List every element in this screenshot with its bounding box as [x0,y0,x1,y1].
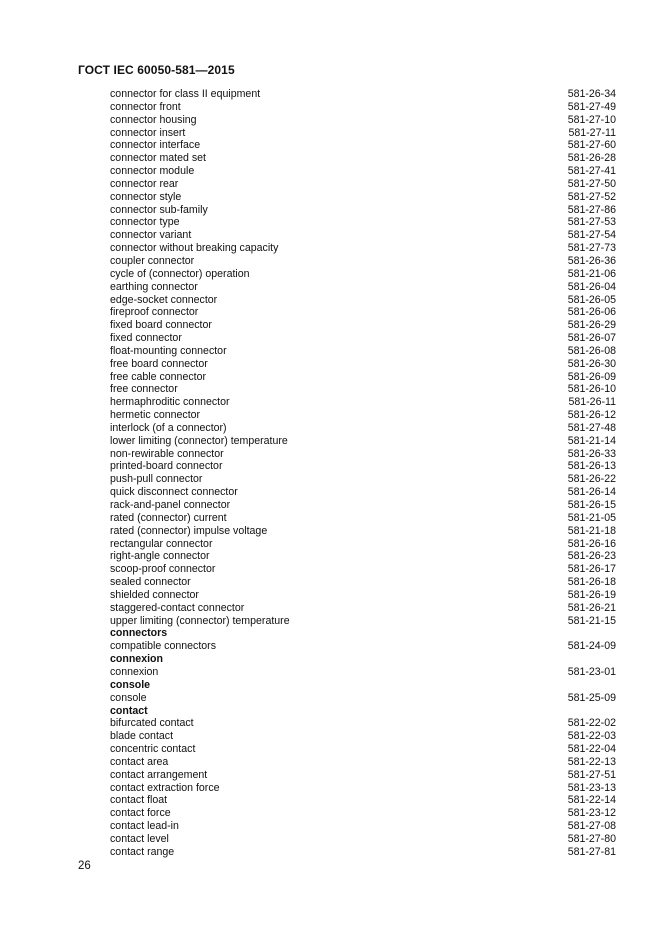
index-term-code: 581-22-02 [567,717,616,730]
index-entry [110,846,616,859]
index-entry [110,281,616,294]
index-term-code: 581-27-53 [567,216,616,229]
index-term: hermaphroditic connector [110,396,230,409]
index-entry [110,435,616,448]
index-term: cycle of (connector) operation [110,267,250,280]
index-term: rack-and-panel connector [110,499,231,511]
index-term: printed-board connector [110,460,223,473]
index-term-code: 581-26-23 [567,550,616,563]
index-term: shielded connector [110,588,199,601]
index-term: staggered-contact connector [110,601,245,614]
index-term-code: 581-27-49 [567,100,616,113]
index-term: coupler connector [110,254,195,267]
index-term: sealed connector [110,576,191,589]
index-term: upper limiting (connector) temperature [110,614,290,627]
index-term-code: 581-27-11 [568,126,616,139]
index-entry [110,178,616,191]
index-entry [110,692,616,705]
index-term: connector without breaking capacity [110,242,279,255]
index-entry [110,782,616,795]
index-term: rectangular connector [110,537,213,550]
index-term: rated (connector) impulse voltage [110,524,268,537]
index-group-heading [110,627,616,640]
index-entry [110,730,616,743]
index-term: connector for class II equipment [110,88,261,100]
index-entry [110,216,616,229]
index-term-code: 581-26-33 [567,447,616,460]
index-term-code: 581-26-21 [567,601,616,614]
index-entry [110,152,616,165]
index-term-code: 581-26-08 [567,344,616,357]
index-term-code: 581-21-15 [567,614,616,627]
index-term: console [110,691,147,704]
index-term: fixed connector [110,332,182,345]
index-group-heading [110,653,616,666]
index-entry [110,101,616,114]
index-term: float-mounting connector [110,344,227,357]
index-entry [110,615,616,628]
index-term-code: 581-26-13 [567,460,616,473]
index-term: contact arrangement [110,768,208,781]
index-term: connector interface [110,139,201,152]
index-term-code: 581-26-29 [567,319,616,332]
index-entry [110,486,616,499]
index-term: connector housing [110,113,197,126]
index-entry [110,306,616,319]
index-term: edge-socket connector [110,293,218,306]
index-entry [110,88,616,101]
index-term: contact float [110,794,168,807]
index-term-code: 581-21-06 [567,267,616,280]
index-term: free board connector [110,357,208,370]
index-entry [110,576,616,589]
index-group-heading [110,705,616,718]
index-term-code: 581-26-10 [567,383,616,396]
index-entry [110,332,616,345]
index-term: connector type [110,216,180,229]
index-term: connector rear [110,177,179,190]
index-term-code: 581-26-30 [567,357,616,370]
index-term-code: 581-27-10 [567,113,616,126]
index-term: right-angle connector [110,550,210,563]
index-entry [110,191,616,204]
index-term-code: 581-27-50 [567,177,616,190]
index-entry [110,114,616,127]
index-term: bifurcated contact [110,717,194,730]
index-entry [110,345,616,358]
index-entry [110,473,616,486]
index-term: lower limiting (connector) temperature [110,434,288,447]
index-term-code: 581-27-08 [567,820,616,833]
index-term-code: 581-21-14 [567,434,616,447]
index-entry-list [110,88,616,859]
index-term: connector module [110,165,195,178]
index-term-code: 581-21-18 [567,524,616,537]
index-term: rated (connector) current [110,511,227,524]
index-term: compatible connectors [110,640,216,653]
index-term-code: 581-27-60 [567,139,616,152]
index-term: console [110,678,151,691]
index-entry [110,589,616,602]
index-entry [110,602,616,615]
index-term: scoop-proof connector [110,563,216,576]
index-term-code: 581-26-12 [567,409,616,422]
index-term-code: 581-24-09 [567,640,616,653]
index-term: connector style [110,190,182,203]
index-entry [110,794,616,807]
index-entry [110,204,616,217]
index-entry [110,769,616,782]
index-term-code: 581-26-06 [567,306,616,319]
index-term: blade contact [110,730,174,743]
index-term-code: 581-27-51 [567,768,616,781]
index-entry [110,525,616,538]
index-term-code: 581-27-48 [567,421,616,434]
index-term-code: 581-27-52 [567,190,616,203]
index-entry [110,538,616,551]
index-term: quick disconnect connector [110,486,238,499]
index-term-code: 581-26-22 [567,473,616,486]
index-term: free connector [110,383,178,396]
index-term-code: 581-26-09 [567,370,616,383]
index-term-code: 581-21-05 [567,511,616,524]
index-entry [110,371,616,384]
index-term-code: 581-27-41 [567,165,616,178]
index-term-code: 581-22-13 [567,755,616,768]
index-term-code: 581-26-14 [567,486,616,499]
index-term-code: 581-26-17 [567,563,616,576]
index-entry [110,756,616,769]
index-entry [110,640,616,653]
index-term-code: 581-26-05 [567,293,616,306]
index-term-code: 581-26-34 [567,88,616,100]
index-entry [110,460,616,473]
index-term-code: 581-27-54 [567,229,616,242]
index-term-code: 581-26-28 [567,152,616,165]
index-term: contact level [110,832,169,845]
index-term-code: 581-26-16 [567,537,616,550]
index-term: connector variant [110,229,192,242]
index-entry [110,255,616,268]
index-term: contact lead-in [110,820,179,833]
index-term: connector mated set [110,152,206,165]
index-term: contact range [110,845,175,858]
index-term: concentric contact [110,743,196,756]
index-entry [110,268,616,281]
index-term: earthing connector [110,280,198,293]
index-term-code: 581-26-19 [567,588,616,601]
index-entry [110,229,616,242]
index-term-code: 581-26-07 [567,332,616,345]
index-entry [110,563,616,576]
index-term: push-pull connector [110,473,203,486]
index-term-code: 581-27-73 [567,242,616,255]
index-term: free cable connector [110,370,206,383]
index-term-code: 581-26-18 [567,576,616,589]
index-term: connector insert [110,126,186,139]
index-term: contact extraction force [110,781,220,794]
index-term: contact force [110,807,171,820]
index-entry [110,409,616,422]
index-entry [110,358,616,371]
index-term: non-rewirable connector [110,447,224,460]
index-entry [110,666,616,679]
index-entry [110,807,616,820]
index-term: hermetic connector [110,409,201,422]
index-entry [110,550,616,563]
index-term-code: 581-26-36 [567,254,616,267]
index-entry [110,294,616,307]
index-term-code: 581-26-11 [568,396,616,409]
index-entry [110,717,616,730]
index-entry [110,833,616,846]
index-entry [110,165,616,178]
index-entry [110,127,616,140]
index-entry [110,448,616,461]
index-term-code: 581-27-81 [567,845,616,858]
index-term-code: 581-27-80 [567,832,616,845]
index-term-code: 581-22-14 [567,794,616,807]
index-term-code: 581-22-04 [567,743,616,756]
index-term: connectors [110,627,168,640]
index-term: interlock (of a connector) [110,421,227,434]
index-term-code: 581-26-15 [567,499,616,511]
index-entry [110,319,616,332]
index-entry [110,512,616,525]
index-entry [110,743,616,756]
index-entry [110,396,616,409]
index-term: connexion [110,653,163,666]
index-term: contact [110,704,148,717]
index-term-code: 581-23-01 [567,665,616,678]
index-entry [110,820,616,833]
index-group-heading [110,679,616,692]
document-header: ГОСТ IEC 60050-581—2015 [78,63,235,77]
index-term-code: 581-23-13 [567,781,616,794]
index-entry [110,499,616,512]
index-entry [110,422,616,435]
index-term-code: 581-23-12 [567,807,616,820]
index-entry [110,383,616,396]
index-term-code: 581-25-09 [567,691,616,704]
index-term-code: 581-22-03 [567,730,616,743]
index-term: fixed board connector [110,319,212,332]
index-term-code: 581-27-86 [567,203,616,216]
index-term: contact area [110,755,169,768]
index-entry [110,139,616,152]
page-number: 26 [78,860,91,872]
index-term: connector front [110,100,181,113]
index-term: connexion [110,665,159,678]
index-term: connector sub-family [110,203,208,216]
index-term: fireproof connector [110,306,199,319]
index-entry [110,242,616,255]
index-term-code: 581-26-04 [567,280,616,293]
